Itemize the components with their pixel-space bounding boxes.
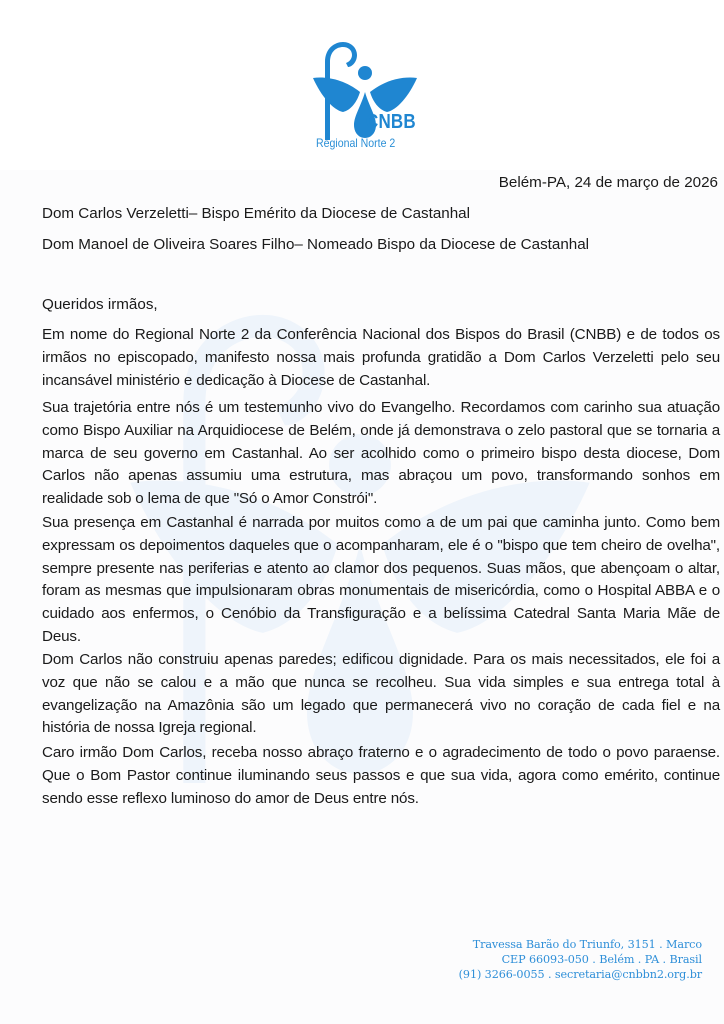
- paragraph: Sua trajetória entre nós é um testemunho vivo do Evangelho. Recordamos com carinho sua atuação como Bispo Auxiliar na Arquidiocese de Belém, onde já demonstrava o zelo pastoral que se tornaria a marca de seu governo em Castanhal. Ao ser acolhido como o primeiro bispo desta diocese, Dom Carlos não apenas assumiu uma estrutura, mas abraçou um povo, transformando sonhos em realidade sob o lema de que "Só o Amor Constrói".: [42, 399, 720, 508]
- recipient-line: Dom Manoel de Oliveira Soares Filho– Nomeado Bispo da Diocese de Castanhal: [42, 236, 590, 253]
- recipient-line: Dom Carlos Verzeletti– Bispo Emérito da Diocese de Castanhal: [42, 205, 470, 222]
- paragraph: Sua presença em Castanhal é narrada por muitos como a de um pai que caminha junto. Como bem expressam os depoimentos daqueles que o acompanharam, ele é o "bispo que tem cheiro de ovelha", sempre presente nas periferias e atento ao clamor dos pequenos. Suas mãos, que abençoam o altar, foram as mesmas que impulsionaram obras monumentais de misericórdia, como o Hospital ABBA e o cuidado aos enfermos, o Cenóbio da Transfiguração e a belíssima Catedral Santa Maria Mãe de Deus.: [42, 514, 720, 645]
- paragraph: Caro irmão Dom Carlos, receba nosso abraço fraterno e o agradecimento de todo o povo paraense. Que o Bom Pastor continue iluminando seus passos e que sua vida, agora como emérito, continue sendo esse reflexo luminoso do amor de Deus entre nós.: [42, 744, 720, 807]
- greeting: Queridos irmãos,: [42, 296, 158, 313]
- footer-contact: [459, 937, 702, 982]
- paragraph: Dom Carlos não construiu apenas paredes; edificou dignidade. Para os mais necessitados, ele foi a voz que não se calou e a mão que nunca se recolheu. Sua vida simples e sua entrega total à evangelização na Amazônia são um legado que permanecerá vivo no coração de cada fiel e na história de nossa Igreja regional.: [42, 651, 720, 737]
- footer-city: CEP 66093-050 . Belém . PA . Brasil: [501, 953, 702, 966]
- footer-address: Travessa Barão do Triunfo, 3151 . Marco: [472, 938, 702, 951]
- paragraph: Em nome do Regional Norte 2 da Conferência Nacional dos Bispos do Brasil (CNBB) e de todos os irmãos no episcopado, manifesto nossa mais profunda gratidão a Dom Carlos Verzeletti pelo seu incansável ministério e dedicação à Diocese de Castanhal.: [42, 326, 720, 389]
- organization-acronym: CNBB: [366, 111, 416, 133]
- regional-name: Regional Norte 2: [316, 136, 396, 150]
- footer-contact-line[interactable]: (91) 3266-0055 . secretaria@cnbbn2.org.br: [458, 968, 702, 981]
- date-line: Belém-PA, 24 de março de 2026: [498, 174, 718, 191]
